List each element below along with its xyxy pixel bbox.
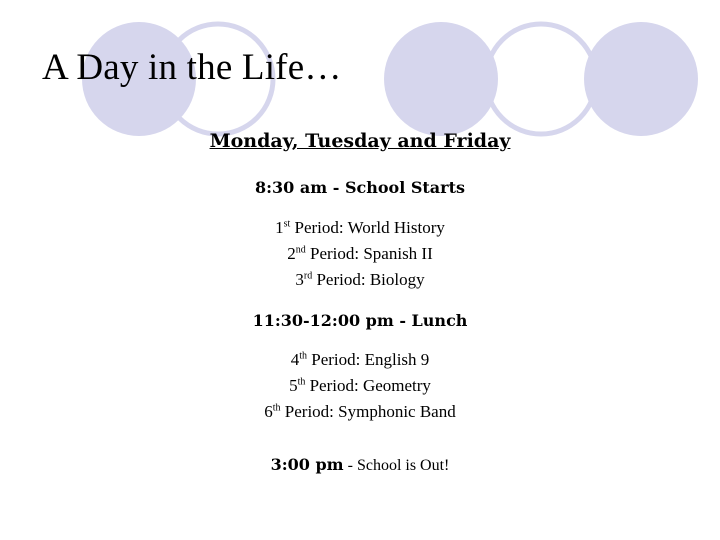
- schedule-heading: Monday, Tuesday and Friday: [209, 130, 511, 152]
- slide-title: A Day in the Life…: [42, 47, 342, 88]
- period-line: 1st Period: World History: [275, 218, 445, 237]
- period-line: 3rd Period: Biology: [295, 270, 425, 289]
- circle-4: [486, 24, 596, 134]
- school-out-text: - School is Out!: [343, 457, 450, 474]
- school-out-time: 3:00 pm: [270, 455, 344, 474]
- lunch: 11:30-12:00 pm - Lunch: [252, 311, 468, 330]
- circle-3: [384, 22, 498, 136]
- school-starts: 8:30 am - School Starts: [254, 178, 465, 197]
- period-line: 2nd Period: Spanish II: [287, 244, 433, 263]
- school-out: [0, 455, 720, 475]
- period-line: 4th Period: English 9: [290, 350, 430, 369]
- circle-5: [584, 22, 698, 136]
- period-line: 5th Period: Geometry: [289, 376, 431, 395]
- period-line: 6th Period: Symphonic Band: [264, 402, 456, 421]
